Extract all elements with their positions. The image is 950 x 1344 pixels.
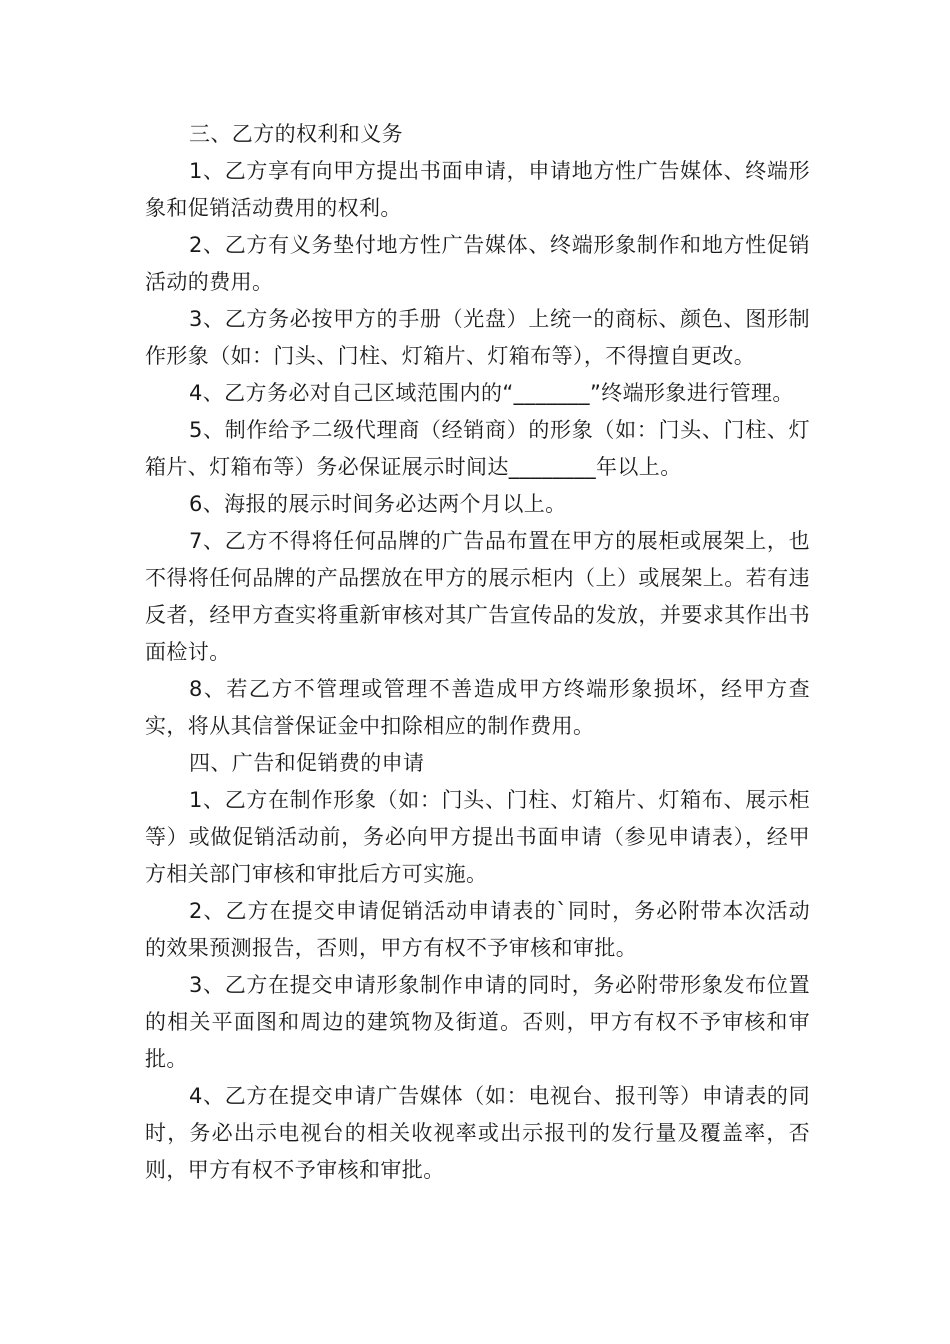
section-heading-ad-promo-application: 四、广告和促销费的申请 — [189, 751, 425, 775]
document-body — [145, 116, 810, 1189]
clause-3-2: 2、乙方有义务垫付地方性广告媒体、终端形象制作和地方性促销活动的费用。 — [145, 233, 810, 294]
clause-4-2: 2、乙方在提交申请促销活动申请表的`同时，务必附带本次活动的效果预测报告，否则，甲方有权不予审核和审批。 — [145, 899, 810, 960]
clause-3-5: 5、制作给予二级代理商（经销商）的形象（如：门头、门柱、灯箱片、灯箱布等）务必保证展示时间达________年以上。 — [145, 418, 810, 479]
clause-4-4: 4、乙方在提交申请广告媒体（如：电视台、报刊等）申请表的同时，务必出示电视台的相关收视率或出示报刊的发行量及覆盖率，否则，甲方有权不予审核和审批。 — [145, 1084, 810, 1182]
clause-3-8: 8、若乙方不管理或管理不善造成甲方终端形象损坏，经甲方查实，将从其信誉保证金中扣除相应的制作费用。 — [145, 677, 810, 738]
clause-4-1: 1、乙方在制作形象（如：门头、门柱、灯箱片、灯箱布、展示柜等）或做促销活动前，务必向甲方提出书面申请（参见申请表），经甲方相关部门审核和审批后方可实施。 — [145, 788, 810, 886]
clause-4-3: 3、乙方在提交申请形象制作申请的同时，务必附带形象发布位置的相关平面图和周边的建筑物及街道。否则，甲方有权不予审核和审批。 — [145, 973, 810, 1071]
clause-3-4: 4、乙方务必对自己区域范围内的“_______”终端形象进行管理。 — [189, 381, 794, 405]
clause-3-7: 7、乙方不得将任何品牌的广告品布置在甲方的展柜或展架上，也不得将任何品牌的产品摆放在甲方的展示柜内（上）或展架上。若有违反者，经甲方查实将重新审核对其广告宣传品的发放，并要求其作出书面检讨。 — [145, 529, 810, 664]
clause-3-6: 6、海报的展示时间务必达两个月以上。 — [189, 492, 567, 516]
section-heading-rights-obligations: 三、乙方的权利和义务 — [189, 122, 403, 146]
clause-3-1: 1、乙方享有向甲方提出书面申请，申请地方性广告媒体、终端形象和促销活动费用的权利。 — [145, 159, 810, 220]
clause-3-3: 3、乙方务必按甲方的手册（光盘）上统一的商标、颜色、图形制作形象（如：门头、门柱、灯箱片、灯箱布等），不得擅自更改。 — [145, 307, 810, 368]
